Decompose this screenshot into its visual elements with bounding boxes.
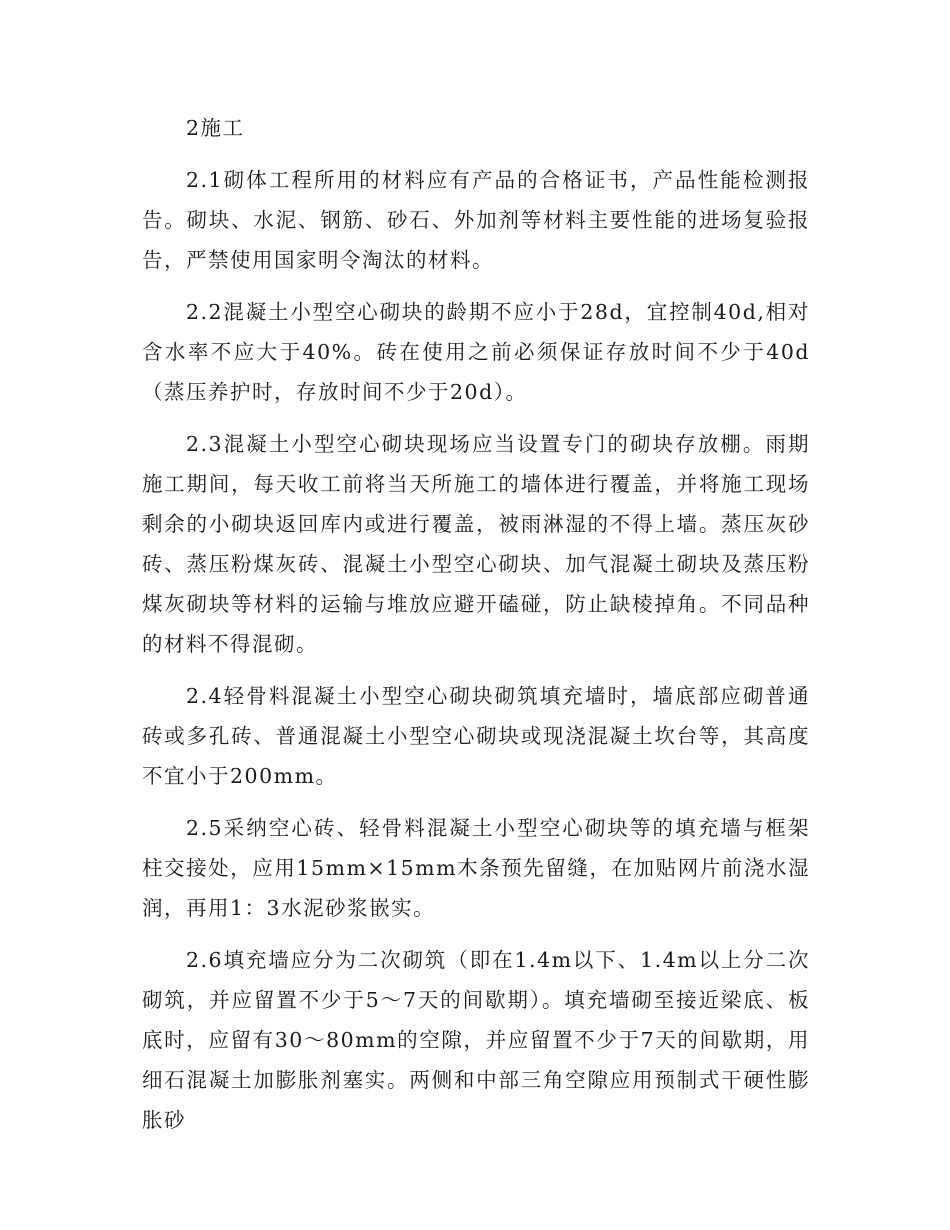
- paragraph-2-6: 2.6填充墙应分为二次砌筑（即在1.4m以下、1.4m以上分二次砌筑，并应留置不少于5～7天的间歇期）。填充墙砌至接近梁底、板底时，应留有30～80mm的空隙，并应留置不少于7天的间歇期，用细石混凝土加膨胀剂塞实。两侧和中部三角空隙应用预制式干硬性膨胀砂: [142, 948, 810, 1132]
- document-body: [142, 108, 810, 1152]
- paragraph-2-5: 2.5采纳空心砖、轻骨料混凝土小型空心砌块等的填充墙与框架柱交接处，应用15mm×15mm木条预先留缝，在加贴网片前浇水湿润，再用1：3水泥砂浆嵌实。: [142, 816, 810, 920]
- paragraph-2-2: 2.2混凝土小型空心砌块的龄期不应小于28d，宜控制40d,相对含水率不应大于40%。砖在使用之前必须保证存放时间不少于40d（蒸压养护时，存放时间不少于20d）。: [142, 300, 810, 404]
- section-heading: 2施工: [186, 116, 245, 140]
- paragraph-2-1: 2.1砌体工程所用的材料应有产品的合格证书，产品性能检测报告。砌块、水泥、钢筋、砂石、外加剂等材料主要性能的进场复验报告，严禁使用国家明令淘汰的材料。: [142, 168, 810, 272]
- paragraph-2-4: 2.4轻骨料混凝土小型空心砌块砌筑填充墙时，墙底部应砌普通砖或多孔砖、普通混凝土小型空心砌块或现浇混凝土坎台等，其高度不宜小于200mm。: [142, 684, 810, 788]
- paragraph-2-3: 2.3混凝土小型空心砌块现场应当设置专门的砌块存放棚。雨期施工期间，每天收工前将当天所施工的墙体进行覆盖，并将施工现场剩余的小砌块返回库内或进行覆盖，被雨淋湿的不得上墙。蒸压灰砂砖、蒸压粉煤灰砖、混凝土小型空心砌块、加气混凝土砌块及蒸压粉煤灰砌块等材料的运输与堆放应避开磕碰，防止缺棱掉角。不同品种的材料不得混砌。: [142, 432, 810, 656]
